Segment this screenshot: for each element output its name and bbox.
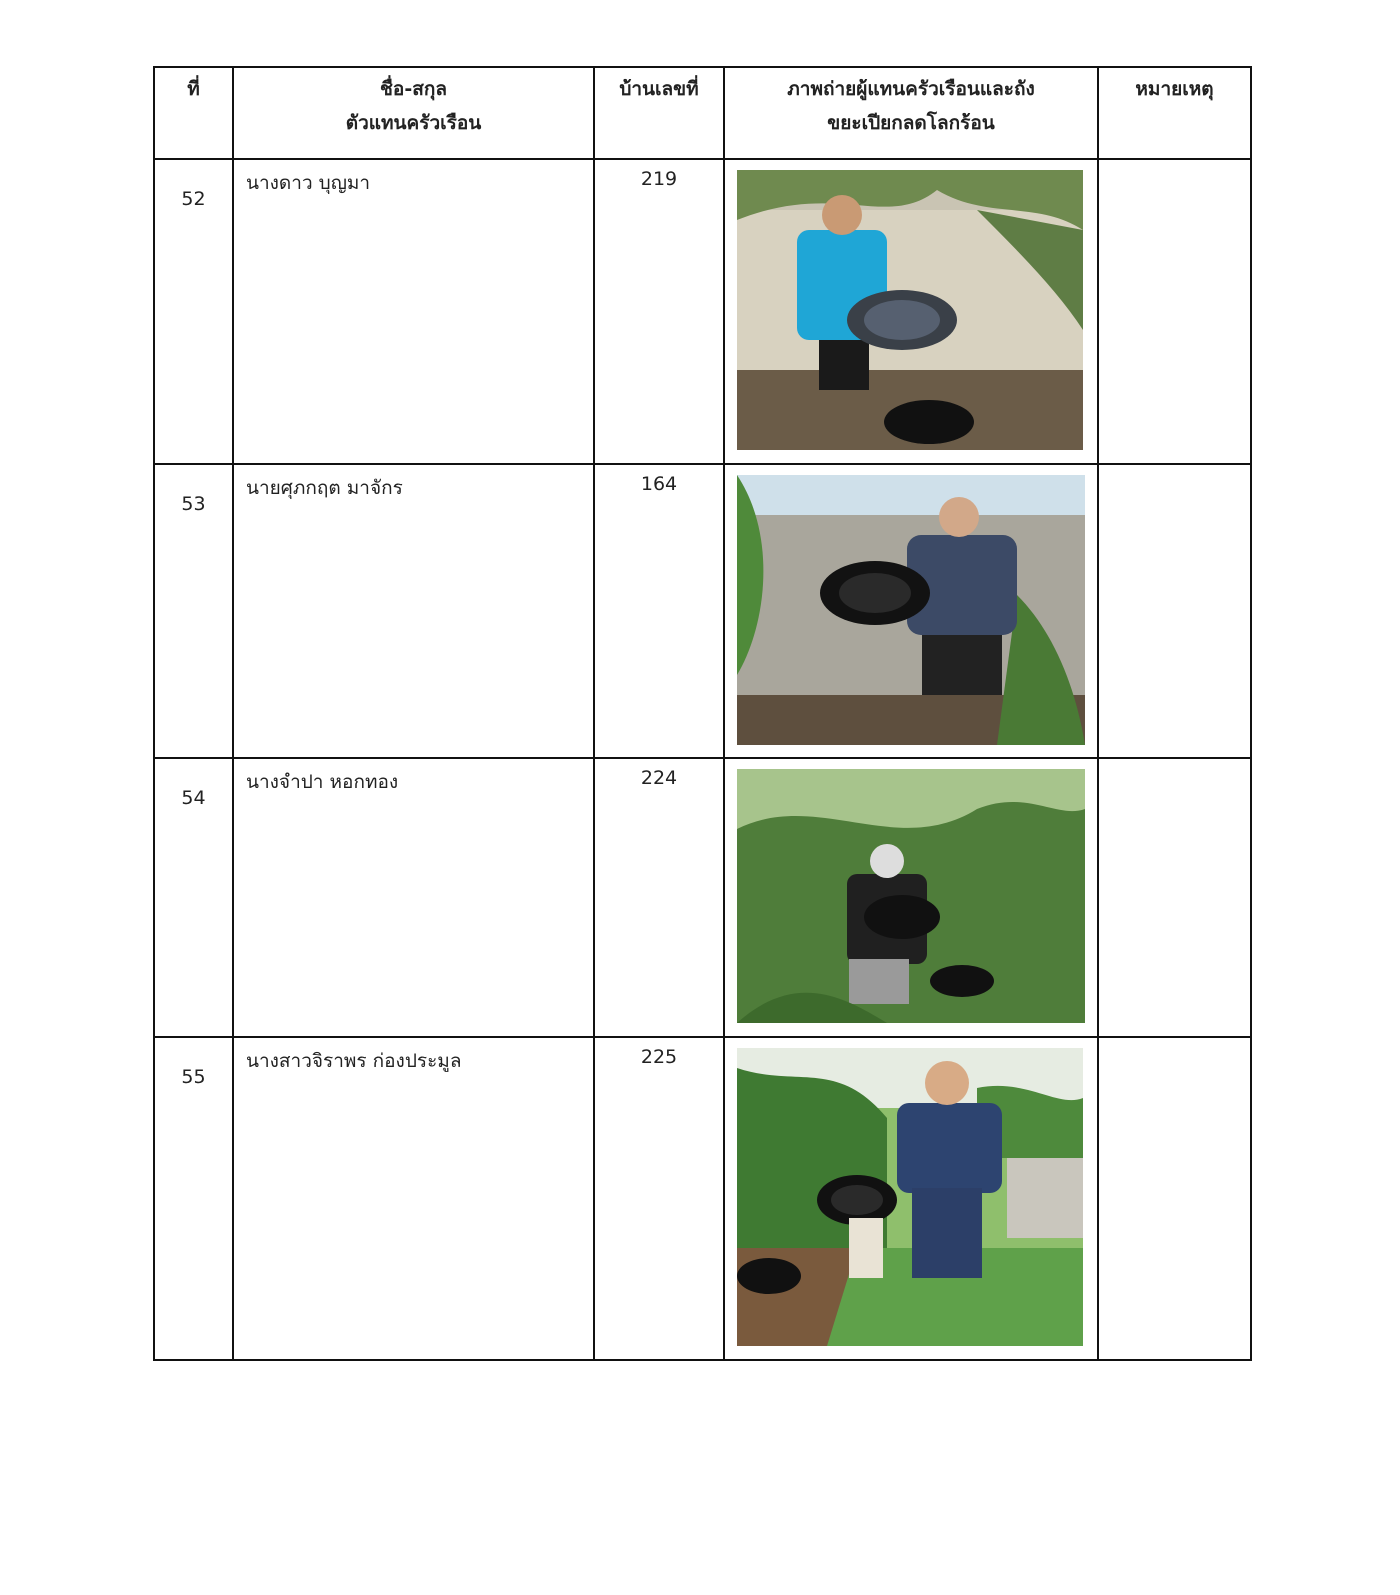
table-row [154,464,1251,758]
row-number: 55 [154,1037,233,1360]
note-cell [1098,464,1251,758]
note-cell [1098,159,1251,464]
house-number: 224 [594,758,724,1037]
note-cell [1098,1037,1251,1360]
photo-cell [724,1037,1098,1360]
household-table [153,66,1252,1361]
house-number: 164 [594,464,724,758]
header-row [154,67,1251,159]
household-name: นางดาว บุญมา [233,159,594,464]
table-row [154,758,1251,1037]
header-photo: ภาพถ่ายผู้แทนครัวเรือนและถัง ขยะเปียกลดโลกร้อน [724,67,1098,159]
household-photo [737,1048,1083,1346]
row-number: 52 [154,159,233,464]
header-note: หมายเหตุ [1098,67,1251,159]
row-number: 53 [154,464,233,758]
household-name: นางสาวจิราพร ก่องประมูล [233,1037,594,1360]
house-number: 219 [594,159,724,464]
header-name: ชื่อ-สกุล ตัวแทนครัวเรือน [233,67,594,159]
household-name: นายศุภกฤต มาจักร [233,464,594,758]
house-number: 225 [594,1037,724,1360]
table-row [154,159,1251,464]
header-house: บ้านเลขที่ [594,67,724,159]
table-row [154,1037,1251,1360]
household-photo [737,170,1083,450]
note-cell [1098,758,1251,1037]
household-photo [737,769,1085,1023]
photo-cell [724,758,1098,1037]
household-photo [737,475,1085,745]
photo-cell [724,159,1098,464]
header-no: ที่ [154,67,233,159]
household-name: นางจำปา หอกทอง [233,758,594,1037]
row-number: 54 [154,758,233,1037]
photo-cell [724,464,1098,758]
